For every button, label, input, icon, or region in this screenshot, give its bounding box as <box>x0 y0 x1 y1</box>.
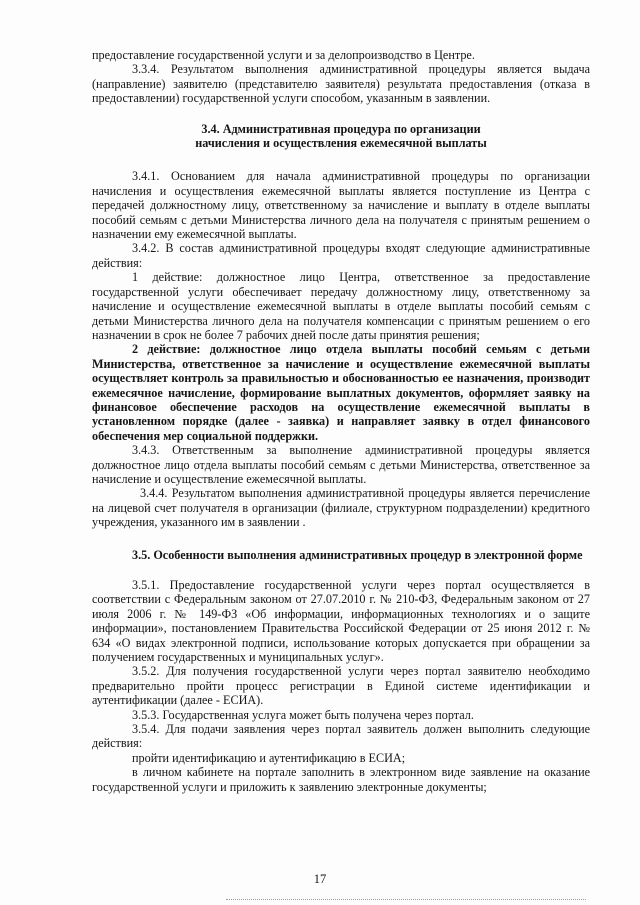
section-heading-3-5: 3.5. Особенности выполнения административных процедур в электронной форме <box>132 547 583 562</box>
paragraph-3-4-2: 3.4.2. В состав административной процедуры входят следующие административные действия: <box>92 241 590 270</box>
paragraph-3-4-1: 3.4.1. Основанием для начала административной процедуры по организации начисления и осуществления ежемесячной выплаты является поступление из Центра с передачей должностному лицу, ответственному за начисление и выплату в отделе выплаты пособий семьям с детьми Министерства личного дела на получателя с принятым решением о назначении ему ежемесячной выплаты. <box>92 169 590 242</box>
paragraph-esia-step: пройти идентификацию и аутентификацию в ЕСИА; <box>132 750 406 765</box>
bottom-scan-line <box>226 899 586 900</box>
paragraph-3-5-3: 3.5.3. Государственная услуга может быть получена через портал. <box>132 707 474 722</box>
paragraph-3-3-4: 3.3.4. Результатом выполнения административной процедуры является выдача (направление) заявителю (представителю заявителя) результата предоставления (отказа в предоставлении) государственной услуги способом, указанным в заявлении. <box>92 62 590 106</box>
section-heading-3-4-line2: начисления и осуществления ежемесячной выплаты <box>195 136 487 151</box>
paragraph-continuation: предоставление государственной услуги и за делопроизводство в Центре. <box>92 48 475 62</box>
paragraph-action-2: 2 действие: должностное лицо отдела выплаты пособий семьям с детьми Министерства, ответственное за начисление и осуществление ежемесячной выплаты осуществляет контроль за правильностью и обоснованностью ее назначения, производит ежемесячное начисление, формирование выплатных документов, оформляет заявку на финансовое обеспечение расходов на осуществление ежемесячной выплаты в установленном порядке (далее - заявка) и направляет заявку в отдел финансового обеспечения мер социальной поддержки. <box>92 342 590 443</box>
paragraph-3-4-3: 3.4.3. Ответственным за выполнение административной процедуры является должностное лицо отдела выплаты пособий семьям с детьми Министерства, ответственное за начисление и осуществление ежемесячной выплаты. <box>92 443 590 486</box>
paragraph-3-4-4: 3.4.4. Результатом выполнения административной процедуры является перечисление на лицевой счет получателя в организации (филиале, структурном подразделении) кредитного учреждения, указанного им в заявлении . <box>92 486 590 530</box>
page-number: 17 <box>313 872 327 886</box>
paragraph-3-5-4: 3.5.4. Для подачи заявления через портал заявитель должен выполнить следующие действия: <box>92 722 590 751</box>
section-heading-3-4-line1: 3.4. Административная процедура по организации <box>201 121 481 136</box>
paragraph-3-5-2: 3.5.2. Для получения государственной услуги через портал заявителю необходимо предварительно пройти процесс регистрации в Единой системе идентификации и аутентификации (далее - ЕСИА). <box>92 664 590 708</box>
paragraph-cabinet-step: в личном кабинете на портале заполнить в электронном виде заявление на оказание государственной услуги и приложить к заявлению электронные документы; <box>92 765 590 794</box>
paragraph-3-5-1: 3.5.1. Предоставление государственной услуги через портал осуществляется в соответствии с Федеральным законом от 27.07.2010 г. № 210-ФЗ, Федеральным законом от 27 июля 2006 г. № 149-ФЗ «Об информации, информационных технологиях и о защите информации», постановлением Правительства Российской Федерации от 25 июня 2012 г. № 634 «О видах электронной подписи, использование которых допускается при обращении за получением государственных и муниципальных услуг». <box>92 578 590 665</box>
paragraph-action-1: 1 действие: должностное лицо Центра, ответственное за предоставление государственной услуги обеспечивает передачу должностному лицу, ответственному за начисление и осуществление ежемесячной выплаты в отделе выплаты пособий семьям с детьми Министерства личного дела на получателя компенсации с принятым решением о его назначении в срок не более 7 рабочих дней после даты принятия решения; <box>92 270 590 342</box>
